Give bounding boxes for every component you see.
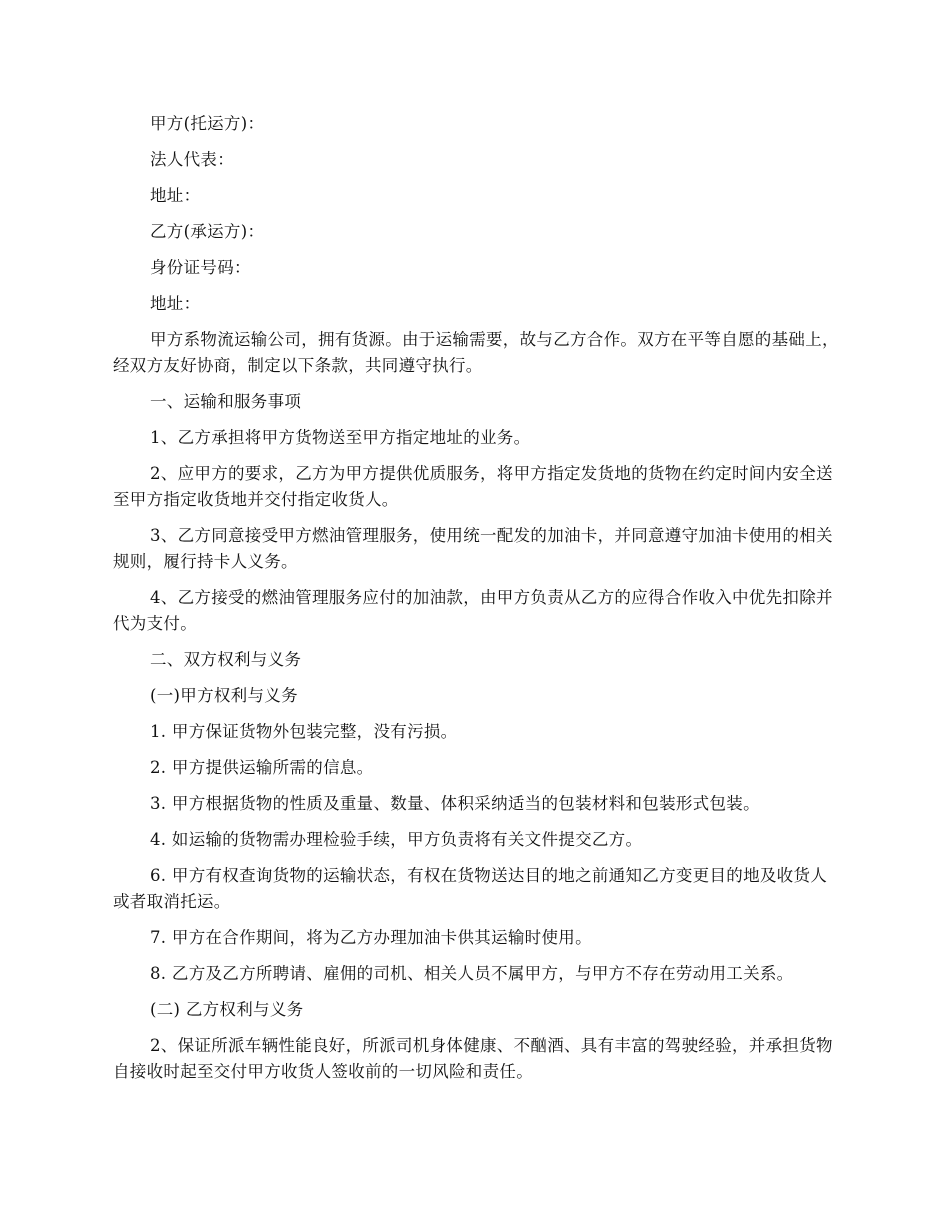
clause-paragraph: 4、乙方接受的燃油管理服务应付的加油款，由甲方负责从乙方的应得合作收入中优先扣除并代为支付。	[113, 588, 833, 633]
clause-paragraph: 1. 甲方保证货物外包装完整，没有污损。	[150, 722, 458, 741]
document-page	[113, 111, 840, 1085]
id-number-label: 身份证号码：	[150, 258, 251, 277]
party-a-address-label: 地址：	[150, 186, 201, 205]
clause-paragraph: 2、保证所派车辆性能良好，所派司机身体健康、不酗酒、具有丰富的驾驶经验，并承担货物自接收时起至交付甲方收货人签收前的一切风险和责任。	[113, 1036, 833, 1081]
clause-paragraph: 2. 甲方提供运输所需的信息。	[150, 758, 374, 777]
clause-paragraph: 2、应甲方的要求，乙方为甲方提供优质服务，将甲方指定发货地的货物在约定时间内安全送至甲方指定收货地并交付指定收货人。	[113, 464, 833, 509]
clause-paragraph: 7. 甲方在合作期间，将为乙方办理加油卡供其运输时使用。	[150, 928, 592, 947]
clause-paragraph: 3. 甲方根据货物的性质及重量、数量、体积采纳适当的包装材料和包装形式包装。	[150, 794, 760, 813]
clause-paragraph: 6. 甲方有权查询货物的运输状态，有权在货物送达目的地之前通知乙方变更目的地及收货人或者取消托运。	[113, 866, 828, 911]
clause-paragraph: 1、乙方承担将甲方货物送至甲方指定地址的业务。	[150, 428, 531, 447]
subsection-heading-party-b: (二) 乙方权利与义务	[150, 1000, 304, 1019]
intro-paragraph: 甲方系物流运输公司，拥有货源。由于运输需要，故与乙方合作。双方在平等自愿的基础上，经双方友好协商，制定以下条款，共同遵守执行。	[113, 330, 839, 375]
party-a-label: 甲方(托运方)：	[150, 114, 265, 133]
party-b-address-label: 地址：	[150, 294, 201, 313]
legal-representative-label: 法人代表：	[150, 150, 234, 169]
party-b-label: 乙方(承运方)：	[150, 222, 265, 241]
section-heading-transport: 一、运输和服务事项	[150, 392, 302, 411]
clause-paragraph: 3、乙方同意接受甲方燃油管理服务，使用统一配发的加油卡，并同意遵守加油卡使用的相关规则，履行持卡人义务。	[113, 526, 833, 571]
clause-paragraph: 8. 乙方及乙方所聘请、雇佣的司机、相关人员不属甲方，与甲方不存在劳动用工关系。	[150, 964, 794, 983]
subsection-heading-party-a: (一)甲方权利与义务	[150, 686, 298, 705]
section-heading-rights: 二、双方权利与义务	[150, 650, 302, 669]
clause-paragraph: 4. 如运输的货物需办理检验手续，甲方负责将有关文件提交乙方。	[150, 830, 643, 849]
